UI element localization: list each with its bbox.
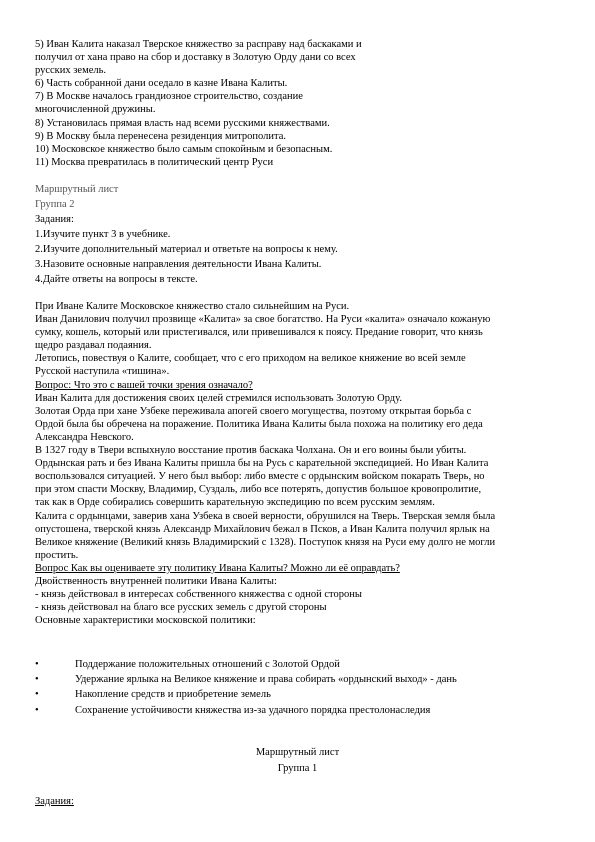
route-sheet-header (35, 183, 560, 211)
consequences-list (35, 38, 560, 169)
paragraph-line: Ордой была бы обречена на поражение. Политика Ивана Калиты была похожа на политику его деда (35, 418, 483, 430)
list-item (35, 688, 560, 703)
task-item: 4.Дайте ответы на вопросы в тексте. (35, 274, 198, 286)
list-line: 5) Иван Калита наказал Тверское княжество за расправу над баскаками и (35, 39, 362, 50)
bullet-text: Поддержание положительных отношений с Золотой Ордой (75, 659, 340, 670)
paragraph-line: - князь действовал на благо все русских земель с другой стороны (35, 602, 327, 614)
footer-route-group: Группа 1 (277, 763, 318, 774)
paragraph-line: простить. (35, 549, 79, 561)
bullet-icon: • (35, 704, 39, 716)
paragraph-line: сумку, кошель, который или пристегивался, или привешивался к поясу. Предание говорит, что князь (35, 327, 483, 339)
paragraph-line: так как в Орде собирались совершить карательную экспедицию по всем русским землям. (35, 497, 435, 509)
list-line: 11) Москва превратилась в политический центр Руси (35, 156, 274, 168)
list-item (35, 673, 560, 688)
paragraph-line: Двойственность внутренней политики Ивана Калиты: (35, 575, 277, 587)
paragraph-line: воспользовался ситуацией. У него был выбор: либо вместе с ордынским войском покарать Тверь, но (35, 471, 485, 483)
task-item: 1.Изучите пункт 3 в учебнике. (35, 229, 171, 241)
list-line: 8) Установилась прямая власть над всеми русскими княжествами. (35, 117, 330, 129)
paragraph-line: Летопись, повествуя о Калите, сообщает, что с его приходом на великое княжение во всей земле (35, 353, 466, 365)
list-line: получил от хана право на сбор и доставку в Золотую Орду дани со всех (35, 52, 356, 64)
bullet-text: Удержание ярлыка на Великое княжение и права собирать «ордынский выход» - дань (75, 674, 457, 686)
tasks-label: Задания: (35, 214, 74, 225)
list-line: русских земель. (35, 65, 107, 77)
route-sheet-title: Маршрутный лист (35, 184, 119, 195)
tasks-section (35, 213, 560, 286)
paragraph-line: - князь действовал в интересах собственного княжества с одной стороны (35, 589, 362, 601)
paragraph-line: Великое княжение (Великий князь Владимирский с 1328). Поступок князя на Руси ему долго не могли (35, 536, 496, 548)
question-1: Вопрос: Что это с вашей точки зрения означало? (35, 379, 253, 391)
paragraph-line: Калита с ордынцами, заверив хана Узбека в своей верности, обрушился на Тверь. Тверская земля была (35, 510, 496, 522)
main-text (35, 300, 560, 627)
task-item: 3.Назовите основные направления деятельности Ивана Калиты. (35, 259, 322, 271)
task-item: 2.Изучите дополнительный материал и ответьте на вопросы к нему. (35, 244, 338, 256)
paragraph-line: Александра Невского. (35, 431, 134, 443)
bullet-text: Накопление средств и приобретение земель (75, 689, 271, 701)
bullet-icon: • (35, 689, 39, 701)
footer-route-title: Маршрутный лист (255, 747, 340, 758)
paragraph-line: Основные характеристики московской политики: (35, 615, 256, 627)
list-line: многочисленной дружины. (35, 104, 156, 116)
list-line: 6) Часть собранной дани оседало в казне Ивана Калиты. (35, 78, 288, 90)
bullet-icon: • (35, 674, 39, 686)
paragraph-line: щедро раздавал подаяния. (35, 340, 152, 352)
paragraph-line: Ордынская рать и без Ивана Калиты пришла бы на Русь с карательной экспедицией. Но Иван Калита (35, 458, 489, 470)
list-line: 7) В Москве началось грандиозное строительство, создание (35, 91, 303, 103)
list-line: 9) В Москву была перенесена резиденция митрополита. (35, 130, 287, 142)
paragraph-line: Русской наступила «тишина». (35, 366, 170, 378)
footer-tasks-label: Задания: (35, 796, 74, 807)
list-item (35, 658, 560, 673)
route-sheet-group: Группа 2 (35, 199, 75, 211)
list-item (35, 704, 560, 719)
question-2: Вопрос Как вы оцениваете эту политику Ивана Калиты? Можно ли её оправдать? (35, 562, 400, 574)
paragraph-line: При Иване Калите Московское княжество стало сильнейшим на Руси. (35, 301, 350, 312)
bullet-text: Сохранение устойчивости княжества из-за удачного порядка престолонаследия (75, 704, 431, 716)
paragraph-line: при этом спасти Москву, Владимир, Суздаль, либо все потерять, допустив большое кровопролитие, (35, 484, 482, 496)
paragraph-line: Иван Калита для достижения своих целей стремился использовать Золотую Орду. (35, 392, 402, 404)
policy-bullet-list (35, 658, 560, 719)
paragraph-line: опустошена, тверской князь Александр Михайлович бежал в Псков, а Иван Калита получил ярлык на (35, 523, 490, 535)
paragraph-line: Иван Данилович получил прозвище «Калита» за свое богатство. На Руси «калита» означало кожаную (35, 314, 491, 326)
list-line: 10) Московское княжество было самым спокойным и безопасным. (35, 143, 333, 155)
paragraph-line: Золотая Орда при хане Узбеке переживала апогей своего могущества, поэтому открытая борьба с (35, 405, 472, 417)
bullet-icon: • (35, 659, 39, 670)
paragraph-line: В 1327 году в Твери вспыхнуло восстание против баскака Чолхана. Он и его воины были убиты. (35, 445, 467, 457)
